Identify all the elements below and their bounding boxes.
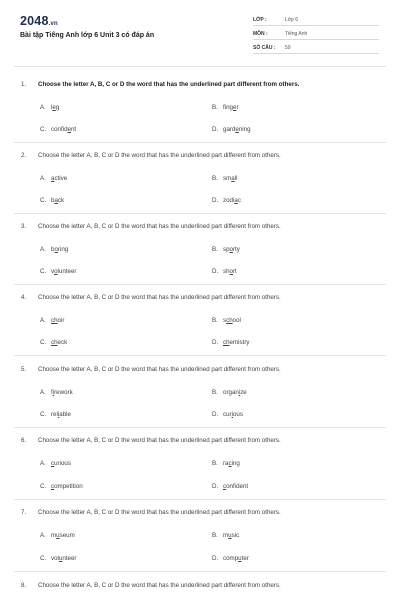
count-underline	[253, 53, 379, 54]
option-a[interactable]: A. choir	[40, 317, 65, 324]
question-divider	[14, 213, 386, 214]
logo-main: 2048	[20, 14, 49, 28]
question-text: Choose the letter A, B, C or D the word that has the underlined part different from others.	[38, 223, 281, 230]
class-label: LỚP :	[253, 17, 267, 23]
question-divider	[14, 355, 386, 356]
option-c[interactable]: C. back	[40, 197, 65, 204]
subject-value: Tiếng Anh	[285, 31, 308, 37]
question-text: Choose the letter A, B, C or D the word that has the underlined part different from others.	[38, 152, 281, 159]
question-divider	[14, 142, 386, 143]
header-divider	[14, 66, 386, 67]
option-a[interactable]: A. leg	[40, 104, 60, 111]
question-number: 8.	[21, 582, 27, 589]
option-d[interactable]: D. short	[212, 268, 237, 275]
question-text: Choose the letter A, B, C or D the word that has the underlined part different from others.	[38, 509, 281, 516]
option-a[interactable]: A. active	[40, 175, 68, 182]
count-label: SỐ CÂU :	[253, 45, 276, 51]
page-title: Bài tập Tiếng Anh lớp 6 Unit 3 có đáp án	[20, 32, 155, 39]
question-divider	[14, 571, 386, 572]
option-c[interactable]: C. volunteer	[40, 268, 77, 275]
question-number: 5.	[21, 366, 27, 373]
class-underline	[253, 25, 379, 26]
site-logo[interactable]	[20, 14, 58, 28]
option-c[interactable]: C. confident	[40, 126, 77, 133]
option-b[interactable]: B. sporty	[212, 246, 240, 253]
worksheet-header	[0, 0, 400, 64]
question-divider	[14, 499, 386, 500]
question-text: Choose the letter A, B, C or D the word that has the underlined part different from others.	[38, 366, 281, 373]
option-b[interactable]: B. racing	[212, 460, 240, 467]
question-number: 2.	[21, 152, 27, 159]
question-number: 3.	[21, 223, 27, 230]
question-number: 7.	[21, 509, 27, 516]
option-c[interactable]: C. competition	[40, 483, 83, 490]
option-a[interactable]: A. boring	[40, 246, 69, 253]
option-d[interactable]: D. gardening	[212, 126, 251, 133]
class-value: Lớp 6	[285, 17, 299, 23]
question-divider	[14, 427, 386, 428]
option-c[interactable]: C. check	[40, 339, 68, 346]
option-b[interactable]: B. organize	[212, 389, 247, 396]
option-b[interactable]: B. finger	[212, 104, 239, 111]
option-b[interactable]: B. school	[212, 317, 241, 324]
question-number: 6.	[21, 437, 27, 444]
question-number: 4.	[21, 294, 27, 301]
option-c[interactable]: C. volunteer	[40, 555, 77, 562]
question-text: Choose the letter A, B, C or D the word that has the underlined part different from others.	[38, 81, 300, 88]
option-b[interactable]: B. music	[212, 532, 240, 539]
option-a[interactable]: A. museum	[40, 532, 75, 539]
question-divider	[14, 284, 386, 285]
option-d[interactable]: D. confident	[212, 483, 249, 490]
option-a[interactable]: A. firework	[40, 389, 73, 396]
option-a[interactable]: A. curious	[40, 460, 71, 467]
option-d[interactable]: D. computer	[212, 555, 249, 562]
option-d[interactable]: D. curious	[212, 411, 243, 418]
logo-suffix: .vn	[48, 21, 58, 27]
question-text: Choose the letter A, B, C or D the word that has the underlined part different from others.	[38, 294, 281, 301]
option-b[interactable]: B. small	[212, 175, 238, 182]
count-value: 59	[285, 45, 291, 51]
subject-label: MÔN :	[253, 31, 268, 37]
subject-underline	[253, 39, 379, 40]
question-text: Choose the letter A, B, C or D the word that has the underlined part different from others.	[38, 437, 281, 444]
option-d[interactable]: D. chemistry	[212, 339, 250, 346]
option-d[interactable]: D. zodiac	[212, 197, 241, 204]
question-text: Choose the letter A, B, C or D the word that has the underlined part different from others.	[38, 582, 281, 589]
option-c[interactable]: C. reliable	[40, 411, 71, 418]
question-number: 1.	[21, 81, 27, 88]
